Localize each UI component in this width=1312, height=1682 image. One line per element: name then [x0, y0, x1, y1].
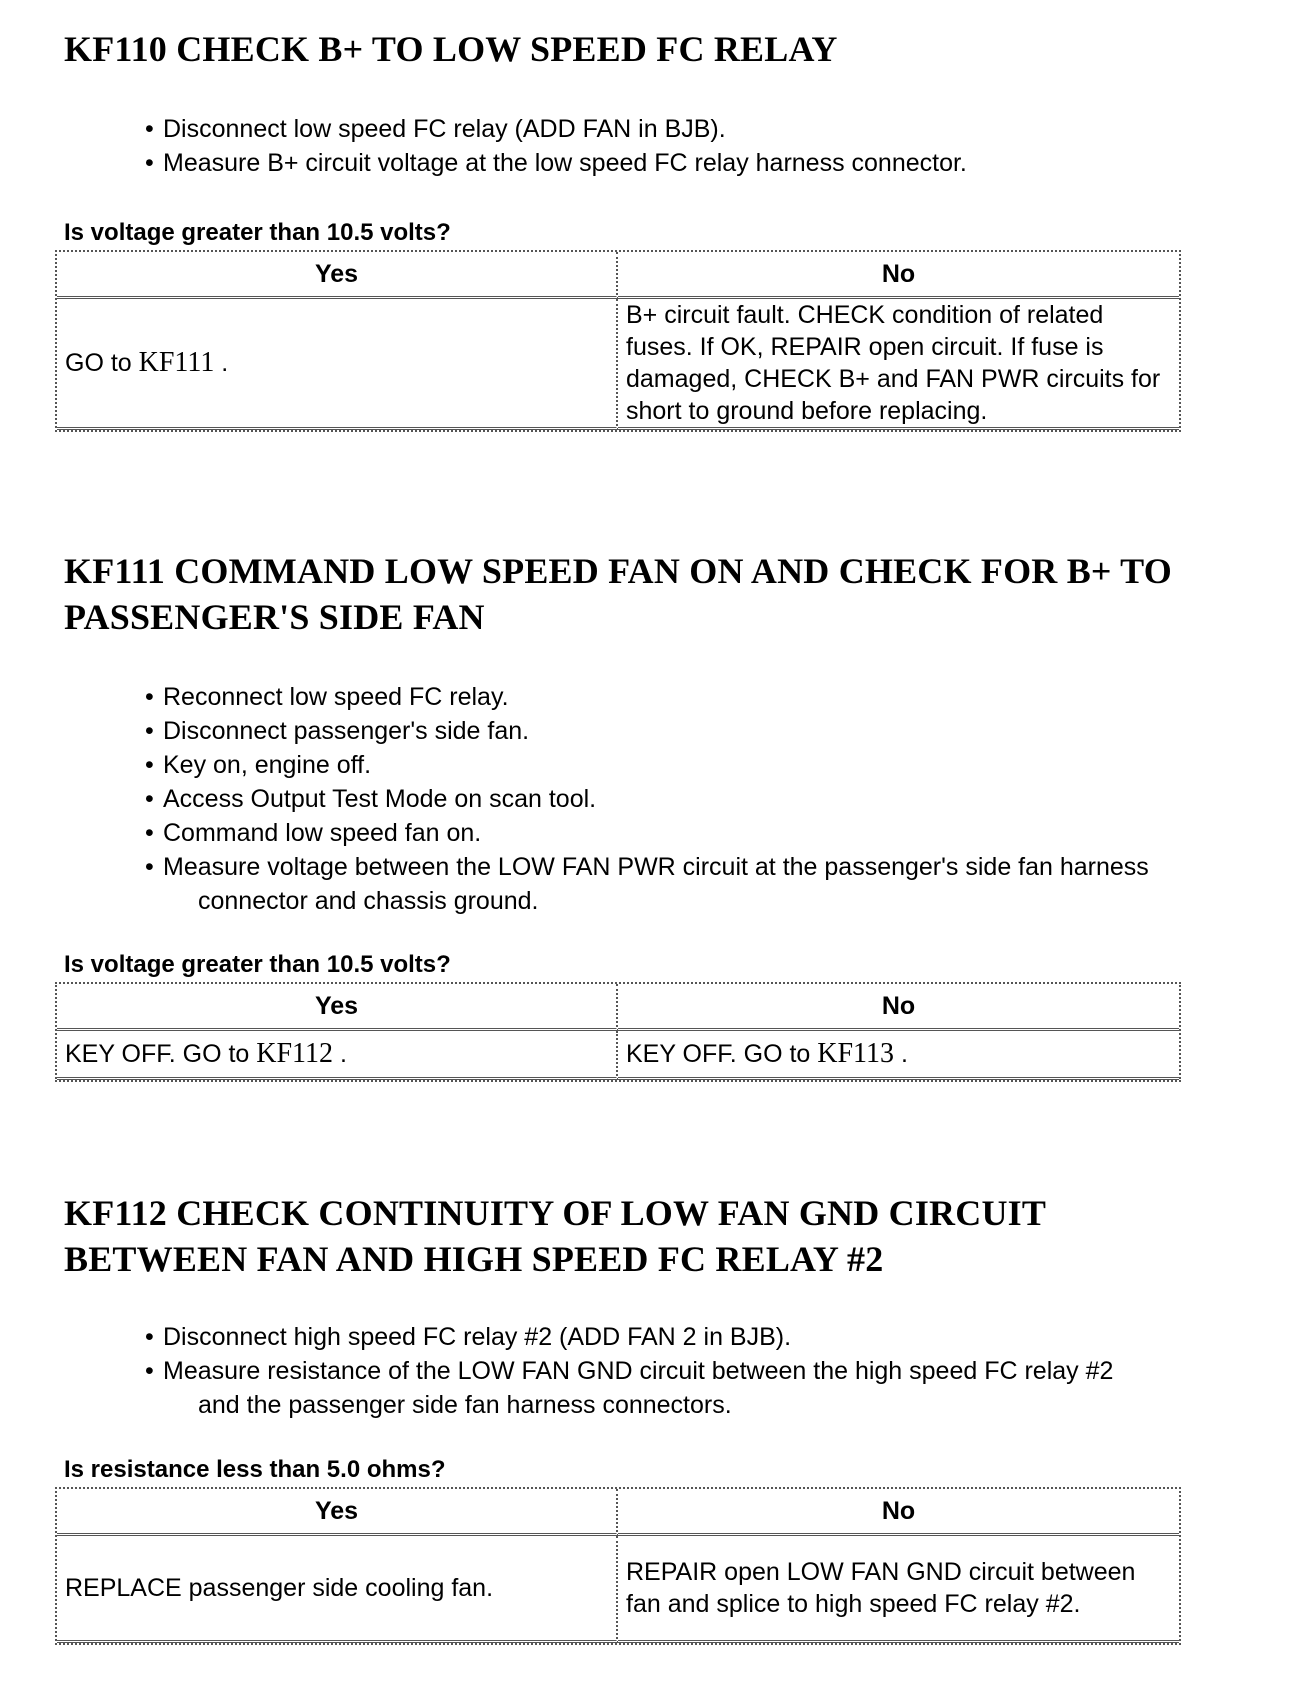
no-cell: REPAIR open LOW FAN GND circuit between fan and splice to high speed FC relay #2.: [618, 1536, 1179, 1643]
step-title-kf110: KF110 CHECK B+ TO LOW SPEED FC RELAY: [64, 29, 838, 69]
question-kf112: Is resistance less than 5.0 ohms?: [64, 1456, 446, 1483]
table-row: [57, 1031, 1179, 1080]
list-item: • Command low speed fan on.: [145, 816, 1149, 850]
list-item: • Disconnect passenger's side fan.: [145, 714, 1149, 748]
step-link-kf112[interactable]: KF112: [256, 1038, 334, 1069]
no-cell: B+ circuit fault. CHECK condition of related fuses. If OK, REPAIR open circuit. If fuse is damaged, CHECK B+ and FAN PWR circuits for short to ground before replacing.: [618, 299, 1179, 430]
no-header: No: [618, 984, 1179, 1031]
table-header-row: [57, 984, 1179, 1031]
list-item: • Access Output Test Mode on scan tool.: [145, 782, 1149, 816]
instruction-list-kf112: [145, 1320, 1113, 1422]
step-link-kf111[interactable]: KF111: [138, 347, 215, 378]
yes-cell: REPLACE passenger side cooling fan.: [57, 1536, 618, 1643]
list-item: • Reconnect low speed FC relay.: [145, 680, 1149, 714]
list-item: • Disconnect low speed FC relay (ADD FAN in BJB).: [145, 112, 967, 146]
question-kf111: Is voltage greater than 10.5 volts?: [64, 951, 451, 978]
table-header-row: [57, 252, 1179, 299]
yes-header: Yes: [57, 1489, 618, 1536]
no-header: No: [618, 1489, 1179, 1536]
no-header: No: [618, 252, 1179, 299]
no-cell: KEY OFF. GO to KF113 .: [618, 1031, 1179, 1080]
table-row: [57, 299, 1179, 430]
instruction-list-kf110: [145, 112, 967, 180]
yes-cell: GO to KF111 .: [57, 299, 618, 430]
step-title-kf111: KF111 COMMAND LOW SPEED FAN ON AND CHECK FOR B+ TO PASSENGER'S SIDE FAN: [64, 551, 1172, 637]
question-kf110: Is voltage greater than 10.5 volts?: [64, 219, 451, 246]
table-header-row: [57, 1489, 1179, 1536]
result-table-kf110: [55, 250, 1181, 432]
result-table-kf111: [55, 982, 1181, 1082]
yes-header: Yes: [57, 984, 618, 1031]
list-item: • Key on, engine off.: [145, 748, 1149, 782]
step-link-kf113[interactable]: KF113: [817, 1038, 895, 1069]
list-item: • Measure B+ circuit voltage at the low speed FC relay harness connector.: [145, 146, 967, 180]
list-item: • Measure voltage between the LOW FAN PWR circuit at the passenger's side fan harness connector and chassis ground.: [145, 850, 1149, 918]
result-table-kf112: [55, 1487, 1181, 1645]
yes-cell: KEY OFF. GO to KF112 .: [57, 1031, 618, 1080]
list-item: • Disconnect high speed FC relay #2 (ADD FAN 2 in BJB).: [145, 1320, 1113, 1354]
yes-header: Yes: [57, 252, 618, 299]
instruction-list-kf111: [145, 680, 1149, 918]
list-item: • Measure resistance of the LOW FAN GND circuit between the high speed FC relay #2 and the passenger side fan harness connectors.: [145, 1354, 1113, 1422]
step-title-kf112: KF112 CHECK CONTINUITY OF LOW FAN GND CIRCUIT BETWEEN FAN AND HIGH SPEED FC RELAY #2: [64, 1193, 1047, 1279]
table-row: [57, 1536, 1179, 1643]
